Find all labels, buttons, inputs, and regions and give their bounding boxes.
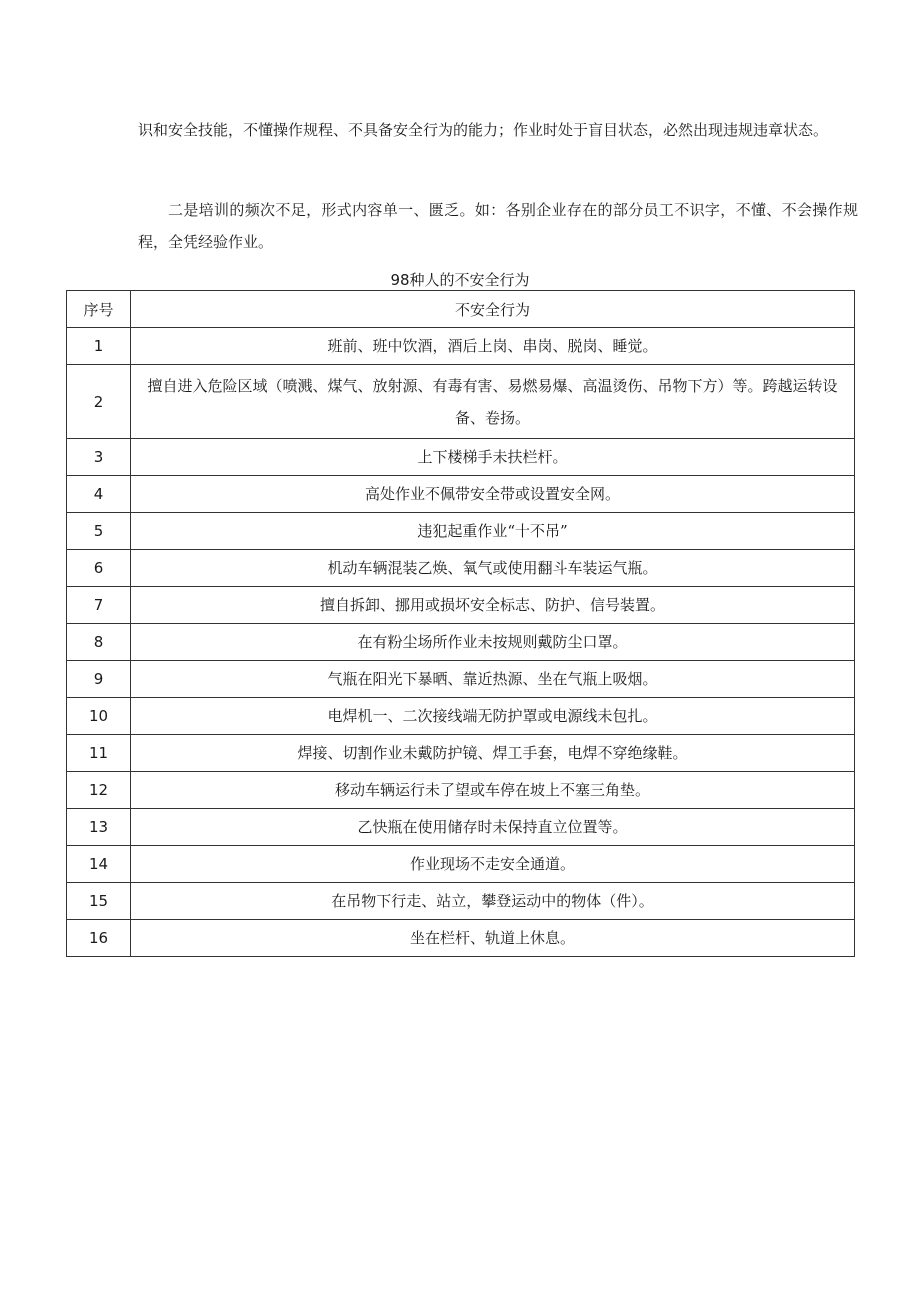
row-number: 4 — [67, 476, 131, 513]
table-row — [67, 587, 855, 624]
row-number: 16 — [67, 920, 131, 957]
row-behavior: 班前、班中饮酒，酒后上岗、串岗、脱岗、睡觉。 — [131, 328, 855, 365]
table-row — [67, 846, 855, 883]
unsafe-behavior-table — [66, 290, 855, 957]
row-behavior: 上下楼梯手未扶栏杆。 — [131, 439, 855, 476]
row-number: 6 — [67, 550, 131, 587]
row-behavior: 焊接、切割作业未戴防护镜、焊工手套，电焊不穿绝缘鞋。 — [131, 735, 855, 772]
row-behavior: 坐在栏杆、轨道上休息。 — [131, 920, 855, 957]
table-row — [67, 550, 855, 587]
body-paragraph-2: 二是培训的频次不足，形式内容单一、匮乏。如：各别企业存在的部分员工不识字，不懂、不会操作规程，全凭经验作业。 — [138, 201, 858, 251]
table-row — [67, 476, 855, 513]
row-number: 9 — [67, 661, 131, 698]
row-behavior: 在有粉尘场所作业未按规则戴防尘口罩。 — [131, 624, 855, 661]
row-number: 12 — [67, 772, 131, 809]
row-number: 10 — [67, 698, 131, 735]
table-row — [67, 624, 855, 661]
body-paragraph-1: 识和安全技能，不懂操作规程、不具备安全行为的能力；作业时处于盲目状态，必然出现违规违章状态。 — [138, 121, 829, 139]
row-number: 3 — [67, 439, 131, 476]
table-caption: 98种人的不安全行为 — [390, 271, 530, 289]
row-behavior: 在吊物下行走、站立，攀登运动中的物体（件）。 — [131, 883, 855, 920]
row-number: 7 — [67, 587, 131, 624]
row-number: 15 — [67, 883, 131, 920]
row-number: 5 — [67, 513, 131, 550]
table-row — [67, 513, 855, 550]
header-num: 序号 — [67, 291, 131, 328]
row-behavior: 机动车辆混装乙焕、氧气或使用翻斗车装运气瓶。 — [131, 550, 855, 587]
row-behavior: 高处作业不佩带安全带或设置安全网。 — [131, 476, 855, 513]
table-row — [67, 920, 855, 957]
row-number: 8 — [67, 624, 131, 661]
table-row — [67, 735, 855, 772]
row-behavior: 违犯起重作业“十不吊” — [131, 513, 855, 550]
row-behavior: 移动车辆运行未了望或车停在坡上不塞三角垫。 — [131, 772, 855, 809]
row-behavior: 擅自进入危险区域（喷溅、煤气、放射源、有毒有害、易燃易爆、高温烫伤、吊物下方）等。跨越运转设备、卷扬。 — [131, 365, 855, 439]
row-behavior: 乙快瓶在使用储存时未保持直立位置等。 — [131, 809, 855, 846]
row-number: 11 — [67, 735, 131, 772]
table-row — [67, 439, 855, 476]
row-behavior: 作业现场不走安全通道。 — [131, 846, 855, 883]
table-row — [67, 809, 855, 846]
table-header-row — [67, 291, 855, 328]
row-number: 2 — [67, 365, 131, 439]
table-row — [67, 772, 855, 809]
row-behavior: 气瓶在阳光下暴晒、靠近热源、坐在气瓶上吸烟。 — [131, 661, 855, 698]
table-row — [67, 698, 855, 735]
header-behavior: 不安全行为 — [131, 291, 855, 328]
row-number: 14 — [67, 846, 131, 883]
row-behavior: 电焊机一、二次接线端无防护罩或电源线未包扎。 — [131, 698, 855, 735]
table-row — [67, 883, 855, 920]
row-number: 13 — [67, 809, 131, 846]
table-row — [67, 365, 855, 439]
table-row — [67, 328, 855, 365]
row-number: 1 — [67, 328, 131, 365]
table-row — [67, 661, 855, 698]
row-behavior: 擅自拆卸、挪用或损坏安全标志、防护、信号装置。 — [131, 587, 855, 624]
